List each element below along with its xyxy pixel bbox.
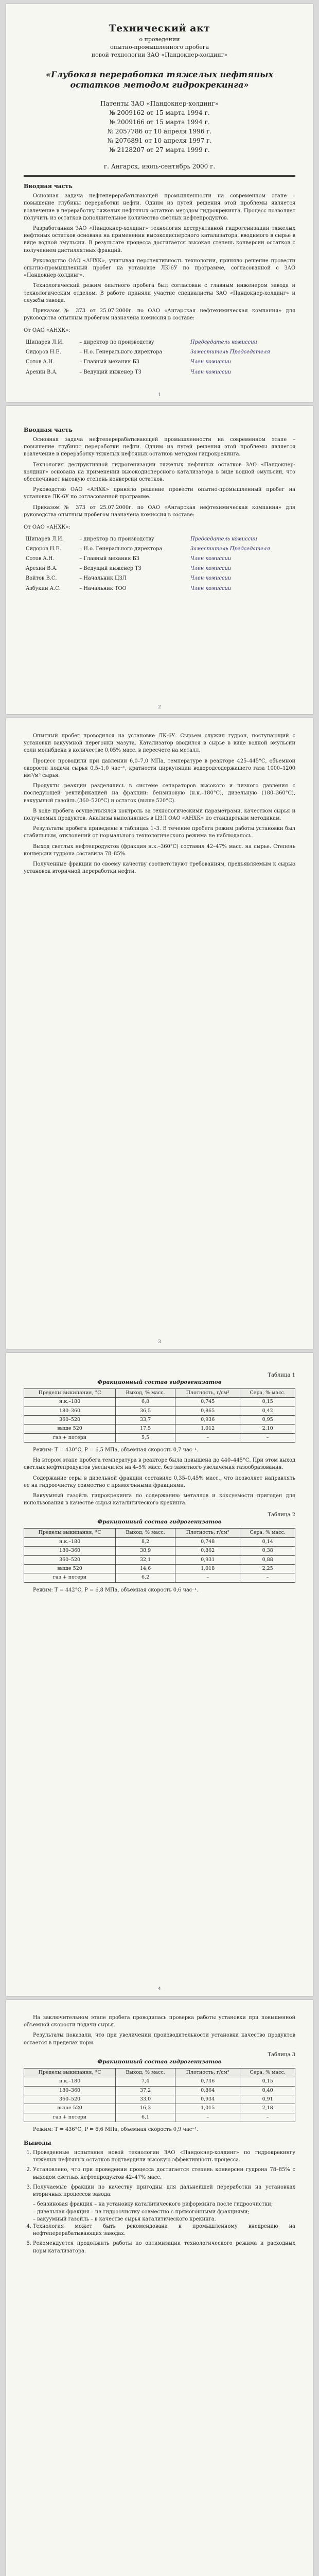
doc-subject: «Глубокая переработка тяжелых нефтяных остатков методом гидрокрекинга» — [46, 69, 273, 90]
cell: 6,8 — [116, 1398, 175, 1406]
table-header-row — [24, 1529, 295, 1537]
member-name: Сотов А.Н. — [26, 359, 55, 365]
cell: 37,2 — [116, 2086, 175, 2095]
list-item: 1. Проведенные испытания новой технологии ЗАО «Пандокнер-холдинг» по гидрокрекингу тяжелых нефтяных остатков подтвердили высокую эффективность процесса. — [33, 2149, 295, 2164]
table-row — [24, 544, 295, 554]
table-row — [24, 2077, 295, 2086]
cell: 32,1 — [116, 1555, 175, 1564]
cell: 0,748 — [175, 1537, 240, 1546]
table-number: Таблица 3 — [268, 2052, 295, 2058]
cell: 33,0 — [116, 2095, 175, 2104]
page-number: 4 — [158, 1987, 161, 1992]
commission-table — [24, 534, 295, 594]
table-row — [24, 347, 295, 357]
paragraph: Технология деструктивной гидрогенизации тяжелых нефтяных остатков ЗАО «Пандокнер-холдинг» основана на применении высокодисперсного катализатора в виде водной эмульсии, что обеспечивает высокую степень конверсии остатков. — [24, 462, 295, 483]
cell: 8,2 — [116, 1537, 175, 1546]
member-name: Шипарев Л.И. — [26, 339, 64, 345]
paragraph: Руководство ОАО «АНХК» приняло решение провести опытно-промышленный пробег на установке ЛК-6У по согласованной программе. — [24, 487, 295, 500]
list-item: 5. Рекомендуется продолжить работы по оптимизации технологического режима и расходных норм катализатора. — [33, 2240, 295, 2255]
column-header: Плотность, г/см³ — [175, 2068, 240, 2077]
cell: – — [240, 1573, 295, 1582]
table-row — [24, 573, 295, 583]
doc-subtitle-line: о проведении — [139, 36, 180, 43]
cell: 0,745 — [175, 1398, 240, 1406]
column-header: Сера, % масс. — [240, 2068, 295, 2077]
member-name: Сотов А.Н. — [26, 555, 55, 562]
column-header: Пределы выкипания, °С — [24, 1529, 116, 1537]
table-row — [24, 2095, 295, 2104]
doc-place-date: г. Ангарск, июль-сентябрь 2000 г. — [103, 163, 216, 171]
cell: 0,14 — [240, 1537, 295, 1546]
table-row — [24, 564, 295, 573]
section-heading: Вводная часть — [24, 427, 73, 433]
commission-table — [24, 337, 295, 377]
page-5 — [6, 2000, 313, 2576]
cell: 16,3 — [116, 2104, 175, 2113]
table-row — [24, 1537, 295, 1546]
member-role: – Ведущий инженер ТЗ — [79, 369, 141, 375]
cell: выше 520 — [24, 1564, 116, 1573]
patents-label: Патенты ЗАО «Пандокнер-холдинг» — [100, 100, 219, 108]
cell: 17,5 — [116, 1425, 175, 1433]
paragraph: Процесс проводили при давлении 6,0–7,0 МПа, температуре в реакторе 425–445°С, объемной скорости подачи сырья 0,5–1,0 час⁻¹, кратности циркуляции водородсодержащего газа 1000–1200 нм³/м³ сырья. — [24, 758, 295, 779]
doc-subtitle-line: опытно-промышленного пробега — [110, 43, 209, 50]
paragraph: Технологический режим опытного пробега был согласован с главным инженером завода и технологическим отделом. В работе приняли участие специалисты ЗАО «Пандокнер-холдинг» и службы завода. — [24, 283, 295, 303]
data-table-3 — [24, 2068, 295, 2122]
paragraph: Содержание серы в дизельной фракции составило 0,35–0,45% масс., что позволяет направлять ее на гидроочистку совместно с прямогонными фракциями. — [24, 1475, 295, 1488]
cell: 0,88 — [240, 1555, 295, 1564]
cell: 0,91 — [240, 2095, 295, 2104]
cell: 360–520 — [24, 2095, 116, 2104]
cell: н.к.–180 — [24, 1398, 116, 1406]
paragraph: Продукты реакции разделялись в системе сепараторов высокого и низкого давления с последующей ректификацией на фракции: бензиновую (н.к.–180°С), дизельную (180–360°С), вакуумный газойль (360–520°С) и остаток (выше 520°С). — [24, 783, 295, 804]
cell: – — [240, 1433, 295, 1442]
cell: 1,015 — [175, 2104, 240, 2113]
divider — [24, 175, 295, 177]
paragraph: На втором этапе пробега температура в реакторе была повышена до 440–445°С. При этом выход светлых нефтепродуктов увеличился на 4–5% масс. без заметного увеличения газообразования. — [24, 1458, 295, 1471]
cell: 2,10 — [240, 1425, 295, 1433]
table-row — [24, 1406, 295, 1415]
member-role: – Н.о. Генерального директора — [79, 349, 163, 355]
paragraph: Опытный пробег проводился на установке ЛК-6У. Сырьем служил гудрон, поступающий с установки вакуумной перегонки мазута. Катализатор вводился в сырье в виде водной эмульсии соли молибдена в количестве 0,05% масс. в пересчете на металл. — [24, 733, 295, 754]
member-sign: Председатель комиссии — [190, 339, 257, 345]
member-sign: Заместитель Председателя — [190, 546, 270, 552]
conclusions-list — [24, 2149, 295, 2198]
cell: 0,15 — [240, 2077, 295, 2086]
cell: 0,865 — [175, 1406, 240, 1415]
cell: – — [175, 2113, 240, 2122]
paragraph: Результаты пробега приведены в таблицах 1–3. В течение пробега режим работы установки был стабильным, отклонений от нормального технологического режима не наблюдалось. — [24, 826, 295, 839]
column-header: Сера, % масс. — [240, 1389, 295, 1398]
patent-entry: № 2128207 от 27 марта 1999 г. — [109, 146, 210, 154]
patent-entry: № 2009166 от 15 марта 1994 г. — [109, 118, 210, 126]
table-row — [24, 2086, 295, 2095]
page-2 — [6, 406, 313, 714]
table-row — [24, 554, 295, 564]
patents-block — [24, 99, 295, 155]
cell: 5,5 — [116, 1433, 175, 1442]
table-header-row — [24, 1389, 295, 1398]
cell: 0,934 — [175, 2095, 240, 2104]
table-number: Таблица 2 — [268, 1512, 295, 1518]
cell: 180–360 — [24, 1406, 116, 1415]
column-header: Плотность, г/см³ — [175, 1529, 240, 1537]
table-row — [24, 1555, 295, 1564]
list-item: 2. Установлено, что при проведении процесса достигается степень конверсии гудрона 78–85% с выходом светлых нефтепродуктов 42–47% масс. — [33, 2166, 295, 2181]
cell: 6,2 — [116, 1573, 175, 1582]
member-sign: Заместитель Председателя — [190, 349, 270, 355]
doc-subtitle-line: новой технологии ЗАО «Пандокнер-холдинг» — [91, 51, 228, 58]
column-header: Пределы выкипания, °С — [24, 1389, 116, 1398]
member-role: – Начальник ЦЗЛ — [79, 575, 127, 582]
page-number: 1 — [158, 393, 161, 398]
cell: 0,42 — [240, 1406, 295, 1415]
list-item: – вакуумный газойль – в качестве сырья каталитического крекинга. — [33, 2216, 295, 2223]
column-header: Выход, % масс. — [116, 1389, 175, 1398]
member-role: – Н.о. Генерального директора — [79, 546, 163, 552]
doc-heading: Технический акт — [109, 23, 210, 34]
member-name: Сидоров Н.Е. — [26, 349, 61, 355]
table-row — [24, 337, 295, 347]
cell: 2,25 — [240, 1564, 295, 1573]
table-caption: Фракционный состав гидрогенизатов — [97, 2058, 222, 2065]
cell: выше 520 — [24, 2104, 116, 2113]
paragraph: На заключительном этапе пробега проводилась проверка работы установки при повышенной объемной скорости подачи сырья. — [24, 2015, 295, 2028]
table-row — [24, 584, 295, 594]
page-number: 3 — [158, 1340, 161, 1345]
table-note: Режим: T = 436°С, P = 6,6 МПа, объемная скорость 0,9 час⁻¹. — [33, 2126, 199, 2132]
paragraph: Выход светлых нефтепродуктов (фракция н.к.–360°С) составил 42–47% масс. на сырье. Степень конверсии гудрона составила 78–85%. — [24, 843, 295, 857]
page-1 — [6, 4, 313, 402]
table-note: Режим: T = 442°С, P = 6,8 МПа, объемная скорость 0,6 час⁻¹. — [33, 1587, 199, 1593]
cell: 2,18 — [240, 2104, 295, 2113]
member-role: – Главный механик БЗ — [79, 359, 139, 365]
member-role: – Главный механик БЗ — [79, 555, 139, 562]
paragraph: Результаты показали, что при увеличении производительности установки качество продуктов остается в пределах норм. — [24, 2032, 295, 2046]
cell: выше 520 — [24, 1425, 116, 1433]
table-caption: Фракционный состав гидрогенизатов — [97, 1379, 222, 1385]
patent-entry: № 2057786 от 10 апреля 1996 г. — [107, 128, 212, 135]
cell: 0,864 — [175, 2086, 240, 2095]
patent-entry: № 2076891 от 10 апреля 1997 г. — [107, 137, 212, 145]
table-row — [24, 1398, 295, 1406]
member-role: – директор по производству — [79, 536, 154, 542]
column-header: Плотность, г/см³ — [175, 1389, 240, 1398]
paragraph: Приказом № 373 от 25.07.2000г. по ОАО «Ангарская нефтехимическая компания» для руководства опытным пробегом назначена комиссия в составе: — [24, 308, 295, 321]
member-role: – Начальник ТОО — [79, 585, 127, 591]
cell: 33,7 — [116, 1416, 175, 1425]
paragraph: Разработанная ЗАО «Пандокнер-холдинг» технология деструктивной гидрогенизации тяжелых нефтяных остатков основана на применении высокодисперсного катализатора, вводимого в сырье в виде водной эмульсии. В результате процесса достигается высокая степень конверсии остатков с получением дистиллятных фракций. — [24, 225, 295, 253]
cell: 360–520 — [24, 1555, 116, 1564]
cell: – — [240, 2113, 295, 2122]
cell: 0,931 — [175, 1555, 240, 1564]
table-row — [24, 1564, 295, 1573]
table-row — [24, 2113, 295, 2122]
org-label: От ОАО «АНХК»: — [24, 524, 70, 531]
table-caption: Фракционный состав гидрогенизатов — [97, 1519, 222, 1526]
cell: 1,012 — [175, 1425, 240, 1433]
page-3 — [6, 718, 313, 1349]
table-row — [24, 1547, 295, 1555]
page-number: 2 — [158, 705, 161, 710]
list-item: – бензиновая фракция – на установку каталитического риформинга после гидроочистки; — [33, 2201, 295, 2208]
cell: 0,862 — [175, 1547, 240, 1555]
cell: 1,018 — [175, 1564, 240, 1573]
cell: 6,1 — [116, 2113, 175, 2122]
table-row — [24, 1573, 295, 1582]
table-row — [24, 2104, 295, 2113]
paragraph: Полученные фракции по своему качеству соответствуют требованиям, предъявляемым к сырью установок вторичной переработки нефти. — [24, 861, 295, 875]
cell: 180–360 — [24, 2086, 116, 2095]
cell: – — [175, 1573, 240, 1582]
paragraph: Вакуумный газойль гидрокрекинга по содержанию металлов и коксуемости пригоден для использования в качестве сырья каталитического крекинга. — [24, 1493, 295, 1506]
column-header: Сера, % масс. — [240, 1529, 295, 1537]
section-heading: Вводная часть — [24, 183, 73, 190]
cell: н.к.–180 — [24, 1537, 116, 1546]
cell: н.к.–180 — [24, 2077, 116, 2086]
table-row — [24, 534, 295, 544]
table-row — [24, 1425, 295, 1433]
member-sign: Член комиссии — [190, 369, 232, 375]
member-role: – директор по производству — [79, 339, 154, 345]
table-row — [24, 1416, 295, 1425]
cell: газ + потери — [24, 1433, 116, 1442]
cell: 0,40 — [240, 2086, 295, 2095]
paragraph: Приказом № 373 от 25.07.2000г. по ОАО «Ангарская нефтехимическая компания» для руководства опытным пробегом назначена комиссия в составе: — [24, 504, 295, 518]
list-item: – дизельная фракция – на гидроочистку совместно с прямогонными фракциями; — [33, 2209, 295, 2216]
column-header: Выход, % масс. — [116, 1529, 175, 1537]
list-item: 4. Технология может быть рекомендована к промышленному внедрению на нефтеперерабатывающих заводах. — [33, 2223, 295, 2238]
cell: 38,9 — [116, 1547, 175, 1555]
cell: 0,38 — [240, 1547, 295, 1555]
cell: – — [175, 1433, 240, 1442]
cell: 360–520 — [24, 1416, 116, 1425]
member-name: Войтов В.С. — [26, 575, 57, 582]
member-name: Шипарев Л.И. — [26, 536, 64, 542]
member-role: – Ведущий инженер ТЗ — [79, 566, 141, 572]
table-number: Таблица 1 — [268, 1372, 295, 1378]
cell: 7,4 — [116, 2077, 175, 2086]
cell: 0,95 — [240, 1416, 295, 1425]
cell: 180–360 — [24, 1547, 116, 1555]
table-note: Режим: T = 430°С, P = 6,5 МПа, объемная скорость 0,7 час⁻¹. — [33, 1447, 199, 1453]
column-header: Выход, % масс. — [116, 2068, 175, 2077]
data-table-2 — [24, 1528, 295, 1582]
cell: 14,6 — [116, 1564, 175, 1573]
patent-entry: № 2009162 от 15 марта 1994 г. — [109, 109, 210, 117]
member-name: Азбукин А.С. — [26, 585, 61, 591]
member-name: Арехин В.А. — [26, 369, 58, 375]
table-row — [24, 367, 295, 377]
cell: 0,15 — [240, 1398, 295, 1406]
column-header: Пределы выкипания, °С — [24, 2068, 116, 2077]
paragraph: В ходе пробега осуществлялся контроль за технологическими параметрами, качеством сырья и получаемых продуктов. Анализы выполнялись в ЦЗЛ ОАО «АНХК» по стандартным методикам. — [24, 808, 295, 822]
member-sign: Член комиссии — [190, 359, 232, 365]
table-header-row — [24, 2068, 295, 2077]
cell: 0,746 — [175, 2077, 240, 2086]
member-sign: Член комиссии — [190, 585, 232, 591]
list-item: 3. Получаемые фракции по качеству пригодны для дальнейшей переработки на установках вторичных процессов завода: — [33, 2184, 295, 2198]
data-table-1 — [24, 1388, 295, 1443]
paragraph: Руководство ОАО «АНХК», учитывая перспективность технологии, приняло решение провести опытно-промышленный пробег на установке ЛК-6У по программе, согласованной с ЗАО «Пандокнер-холдинг». — [24, 258, 295, 279]
page-4 — [6, 1353, 313, 1996]
member-sign: Председатель комиссии — [190, 536, 257, 542]
section-heading: Выводы — [24, 2140, 51, 2147]
org-label: От ОАО «АНХК»: — [24, 328, 70, 334]
conclusions-sublist — [24, 2201, 295, 2223]
member-name: Арехин В.А. — [26, 566, 58, 572]
member-name: Сидоров Н.Е. — [26, 546, 61, 552]
table-row — [24, 357, 295, 367]
title-block — [24, 23, 295, 170]
cell: газ + потери — [24, 1573, 116, 1582]
member-sign: Член комиссии — [190, 575, 232, 582]
conclusions-list-cont — [24, 2223, 295, 2255]
member-sign: Член комиссии — [190, 555, 232, 562]
paragraph: Основная задача нефтеперерабатывающей промышленности на современном этапе – повышение глубины переработки нефти. Одним из путей решения этой проблемы является вовлечение в переработку тяжелых нефтяных остатков методом гидрокрекинга. Процесс позволяет получить из остатков дополнительное количество светлых нефтепродуктов. — [24, 193, 295, 221]
cell: газ + потери — [24, 2113, 116, 2122]
cell: 0,936 — [175, 1416, 240, 1425]
member-sign: Член комиссии — [190, 566, 232, 572]
paragraph: Основная задача нефтеперерабатывающей промышленности на современном этапе – повышение глубины переработки нефти. Одним из путей решения этой проблемы является вовлечение в переработку тяжелых нефтяных остатков методом гидрокрекинга. — [24, 437, 295, 457]
table-row — [24, 1433, 295, 1442]
cell: 36,5 — [116, 1406, 175, 1415]
